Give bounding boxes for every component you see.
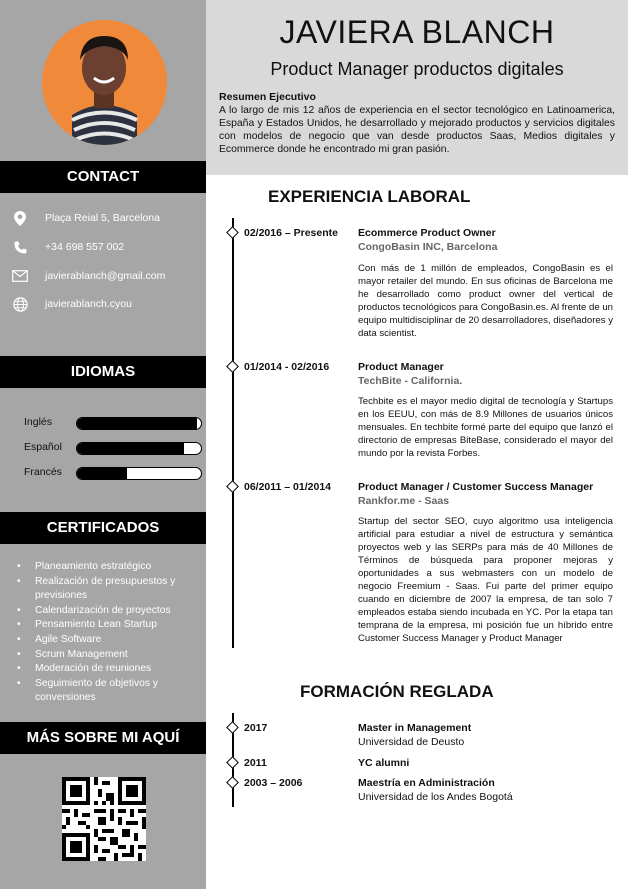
experience-timeline: [232, 218, 234, 648]
email-icon: [12, 268, 28, 284]
timeline-marker: [226, 756, 239, 769]
language-row: [0, 440, 206, 456]
contact-phone-text: +34 698 557 002: [45, 241, 125, 253]
list-item: • Agile Software: [17, 633, 202, 648]
experience-title-item: Ecommerce Product Owner: [358, 227, 496, 239]
contact-header: CONTACT: [0, 161, 206, 193]
contact-email-text[interactable]: javierablanch@gmail.com: [45, 270, 166, 282]
education-degree: Maestría en Administración: [358, 777, 495, 789]
list-item: • Scrum Management: [17, 648, 202, 663]
experience-description: Techbite es el mayor medio digital de tecnología y Startups en los EEUU, con más de 8.9 Millones de usuarios únicos mensuales. En techbite formé parte del equipo que lanzó el directorio de empresas BiteBase, considerado el mayor del mundo por la revista Forbes.: [358, 396, 613, 459]
experience-title-item: Product Manager / Customer Success Manager: [358, 481, 594, 493]
experience-description: Con más de 1 millón de empleados, CongoBasin es el mayor retailer del mundo. En sus oficinas de Barcelona me he desarrollado como product owner del vertical de productos tecnológicos para CongoBasin.es. Al frente de un equipo multidisciplinar de 20 desarrolladores, diseñadores y data scientist.: [358, 263, 613, 339]
list-item: • Calendarización de proyectos: [17, 604, 202, 619]
experience-company: Rankfor.me - Saas: [358, 495, 450, 507]
summary-text: A lo largo de mis 12 años de experiencia en el sector tecnológico en Latinoamerica, España y Estados Unidos, he desarrollado y mejorado productos y servicios digitales con modelos de negocio que van desde productos Saas, Medios digitales y Ecommerce donde he encontrado mi gran pasión.: [219, 105, 615, 155]
contact-address-text: Plaça Reial 5, Barcelona: [45, 212, 160, 224]
language-label: Inglés: [24, 416, 53, 428]
contact-email[interactable]: [0, 266, 206, 286]
language-level-bar: [76, 442, 202, 455]
education-institution: Universidad de Deusto: [358, 736, 465, 748]
globe-icon: [12, 296, 28, 312]
education-degree: Master in Management: [358, 722, 472, 734]
experience-date: 02/2016 – Presente: [244, 227, 338, 239]
list-item: • Seguimiento de objetivos y conversiones: [17, 677, 202, 706]
certificates-header: CERTIFICADOS: [0, 512, 206, 544]
list-item: • Moderación de reuniones: [17, 662, 202, 677]
education-year: 2003 – 2006: [244, 777, 303, 789]
profile-photo: [42, 20, 167, 145]
experience-title: EXPERIENCIA LABORAL: [268, 187, 471, 206]
qr-code[interactable]: [62, 777, 146, 861]
education-institution: Universidad de los Andes Bogotá: [358, 791, 513, 803]
location-pin-icon: [12, 210, 28, 226]
experience-title-item: Product Manager: [358, 361, 444, 373]
languages-header: IDIOMAS: [0, 356, 206, 388]
experience-date: 01/2014 - 02/2016: [244, 361, 330, 373]
education-year: 2017: [244, 722, 268, 734]
contact-website[interactable]: [0, 294, 206, 314]
contact-address: [0, 208, 206, 228]
list-item: • Realización de presupuestos y previsiones: [17, 575, 202, 604]
sidebar: [0, 0, 206, 889]
phone-icon: [12, 239, 28, 255]
timeline-marker: [226, 721, 239, 734]
language-level-bar: [76, 467, 202, 480]
list-item: • Pensamiento Lean Startup: [17, 618, 202, 633]
contact-phone: [0, 237, 206, 257]
education-degree: YC alumni: [358, 757, 410, 769]
job-role: Product Manager productos digitales: [270, 59, 564, 79]
language-row: [0, 465, 206, 481]
experience-company: TechBite - California.: [358, 375, 463, 387]
experience-date: 06/2011 – 01/2014: [244, 481, 332, 493]
education-year: 2011: [244, 757, 267, 769]
person-name: JAVIERA BLANCH: [279, 14, 555, 50]
language-label: Español: [24, 441, 62, 453]
language-row: [0, 415, 206, 431]
list-item: • Planeamiento estratégico: [17, 560, 202, 575]
timeline-marker: [226, 226, 239, 239]
education-title: FORMACIÓN REGLADA: [300, 682, 494, 701]
timeline-marker: [226, 776, 239, 789]
experience-company: CongoBasin INC, Barcelona: [358, 241, 498, 253]
summary-title: Resumen Ejecutivo: [219, 91, 316, 103]
certificates-list: [17, 560, 202, 706]
language-level-bar: [76, 417, 202, 430]
contact-website-text[interactable]: javierablanch.cyou: [45, 298, 132, 310]
more-about-me-header: MÁS SOBRE MI AQUÍ: [0, 722, 206, 754]
language-label: Francés: [24, 466, 62, 478]
timeline-marker: [226, 480, 239, 493]
timeline-marker: [226, 360, 239, 373]
experience-description: Startup del sector SEO, cuyo algoritmo usa inteligencia artificial para estudiar a nivel de estructura y semántica proyectos web y las SERPs para más de 40 Millones de Términos de búsqueda para proponer mejoras y oportunidades a sus webmasters con un modelo de negocio Freemium - Saas. Fui parte del primer equipo cuando en diciembre de 2007 la empresa, de tan solo 7 empleados estaba siendo incubada en YC. Por la etapa tan temprana de la empresa, mi posición fue un híbrido entre Customer Success Manager y Product Manager: [358, 516, 613, 644]
